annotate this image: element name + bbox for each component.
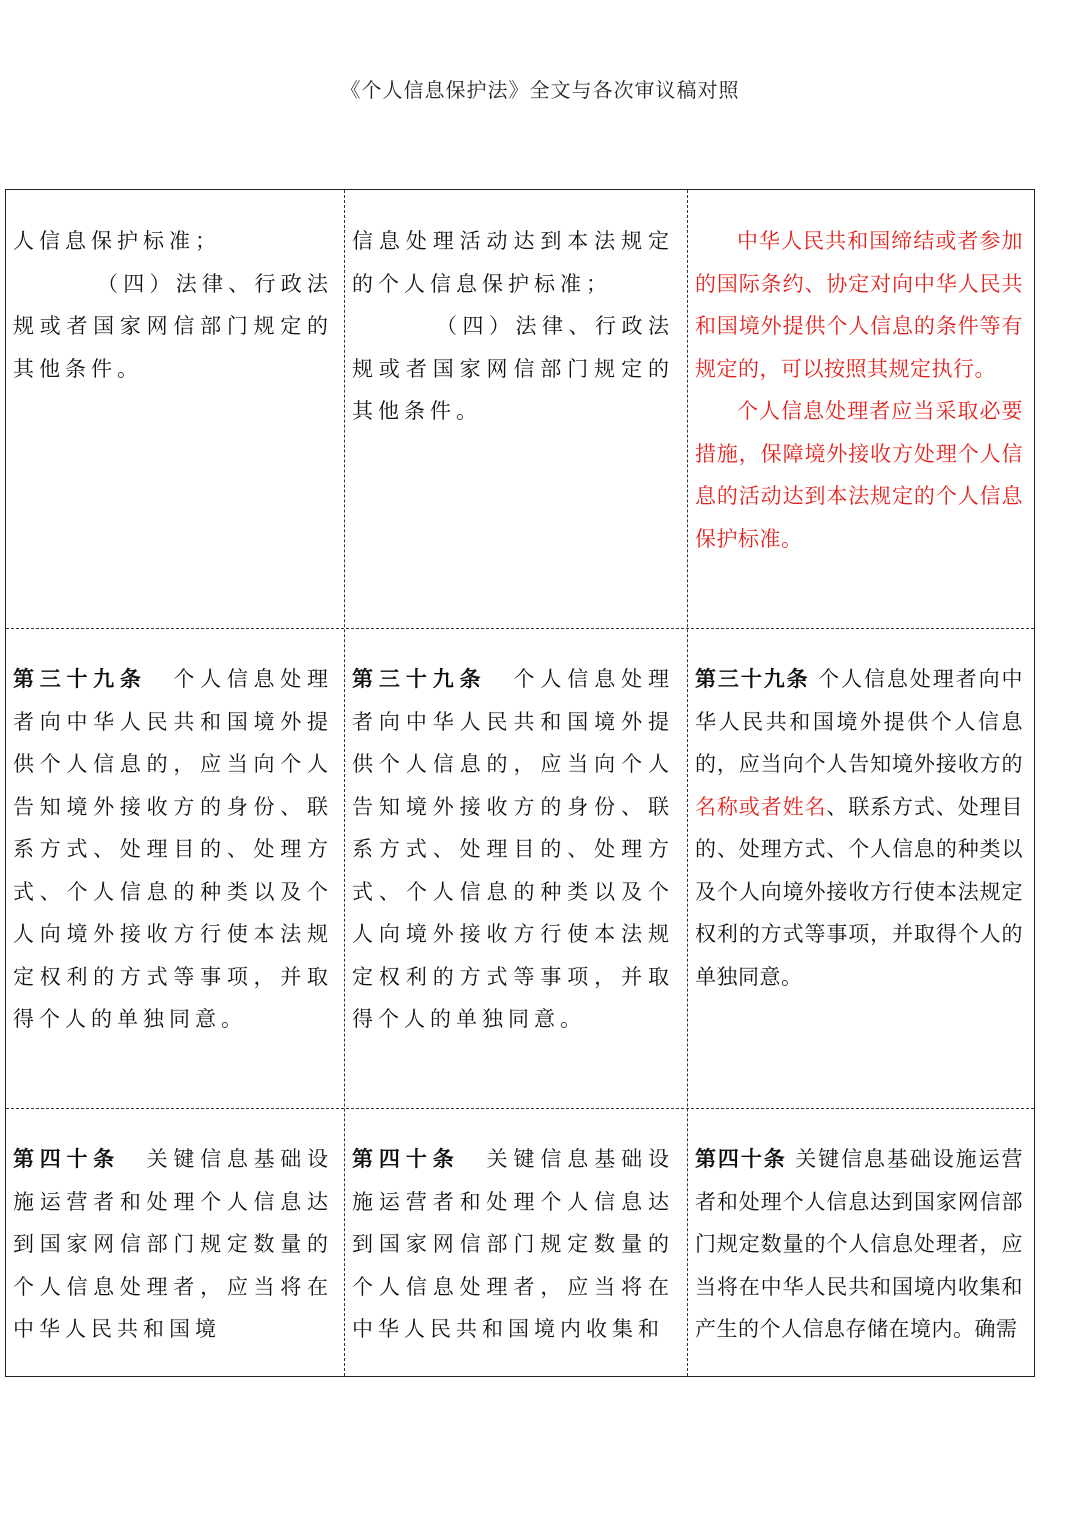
row2-col3-cell [695, 658, 1023, 998]
article-text: 个人信息处理者向中华人民共和国境外提供个人信息的，应当向个人告知境外接收方的 [695, 667, 1023, 776]
article-text: 关键信息基础设施运营者和处理个人信息达到国家网信部门规定数量的个人信息处理者，应当将在中华人民共和国境 [13, 1147, 334, 1341]
row1-col2-para2: （四）法律、行政法规或者国家网信部门规定的其他条件。 [352, 314, 674, 423]
article-number: 第四十条 [695, 1147, 787, 1171]
article-text: 个人信息处理者向中华人民共和国境外提供个人信息的，应当向个人告知境外接收方的身份、联系方式、处理目的、处理方式、个人信息的种类以及个人向境外接收方行使本法规定权利的方式等事项，并取得个人的单独同意。 [352, 667, 675, 1031]
row3-col3-para [695, 1138, 1023, 1351]
row2-col3-para [695, 658, 1023, 998]
article-number: 第四十条 [13, 1147, 120, 1171]
article-number: 第三十九条 [695, 667, 810, 691]
article-text: 个人信息处理者向中华人民共和国境外提供个人信息的，应当向个人告知境外接收方的身份、联系方式、处理目的、处理方式、个人信息的种类以及个人向境外接收方行使本法规定权利的方式等事项，并取得个人的单独同意。 [13, 667, 334, 1031]
row1-col3-cell [695, 220, 1023, 560]
amended-text: 名称或者姓名 [695, 794, 827, 819]
document-title: 《个人信息保护法》全文与各次审议稿对照 [340, 78, 740, 102]
row2-col1-para [13, 658, 333, 1041]
row1-col2-cell [352, 220, 674, 433]
row3-col1-para [13, 1138, 333, 1351]
article-text: 、联系方式、处理目的、处理方式、个人信息的种类以及个人向境外接收方行使本法规定权利的方式等事项，并取得个人的单独同意。 [695, 794, 1024, 989]
column-divider [687, 190, 688, 1376]
article-number: 第三十九条 [352, 667, 487, 691]
row3-col2-para [352, 1138, 674, 1351]
row1-col3-para2: 个人信息处理者应当采取必要措施，保障境外接收方处理个人信息的活动达到本法规定的个人信息保护标准。 [695, 399, 1023, 551]
article-number: 第三十九条 [13, 667, 147, 691]
row-divider [6, 628, 1034, 629]
row1-col1-cell [13, 220, 333, 390]
row2-col2-para [352, 658, 674, 1041]
row3-col1-cell [13, 1138, 333, 1351]
row1-col1-para2: （四）法律、行政法规或者国家网信部门规定的其他条件。 [13, 271, 333, 381]
row1-col3-para1: 中华人民共和国缔结或者参加的国际条约、协定对向中华人民共和国境外提供个人信息的条件等有规定的，可以按照其规定执行。 [695, 229, 1023, 381]
row2-col2-cell [352, 658, 674, 1041]
row3-col2-cell [352, 1138, 674, 1351]
row3-col3-cell [695, 1138, 1023, 1351]
comparison-table [5, 189, 1035, 1377]
row-divider [6, 1108, 1034, 1109]
row2-col1-cell [13, 658, 333, 1041]
article-number: 第四十条 [352, 1147, 460, 1171]
article-text: 关键信息基础设施运营者和处理个人信息达到国家网信部门规定数量的个人信息处理者，应当将在中华人民共和国境内收集和产生的个人信息存储在境内。确需 [695, 1147, 1024, 1341]
row1-col1-para1: 人信息保护标准； [13, 229, 221, 253]
article-text: 关键信息基础设施运营者和处理个人信息达到国家网信部门规定数量的个人信息处理者，应当将在中华人民共和国境内收集和 [352, 1147, 675, 1341]
row1-col2-para1: 信息处理活动达到本法规定的个人信息保护标准； [352, 229, 674, 296]
column-divider [344, 190, 345, 1376]
